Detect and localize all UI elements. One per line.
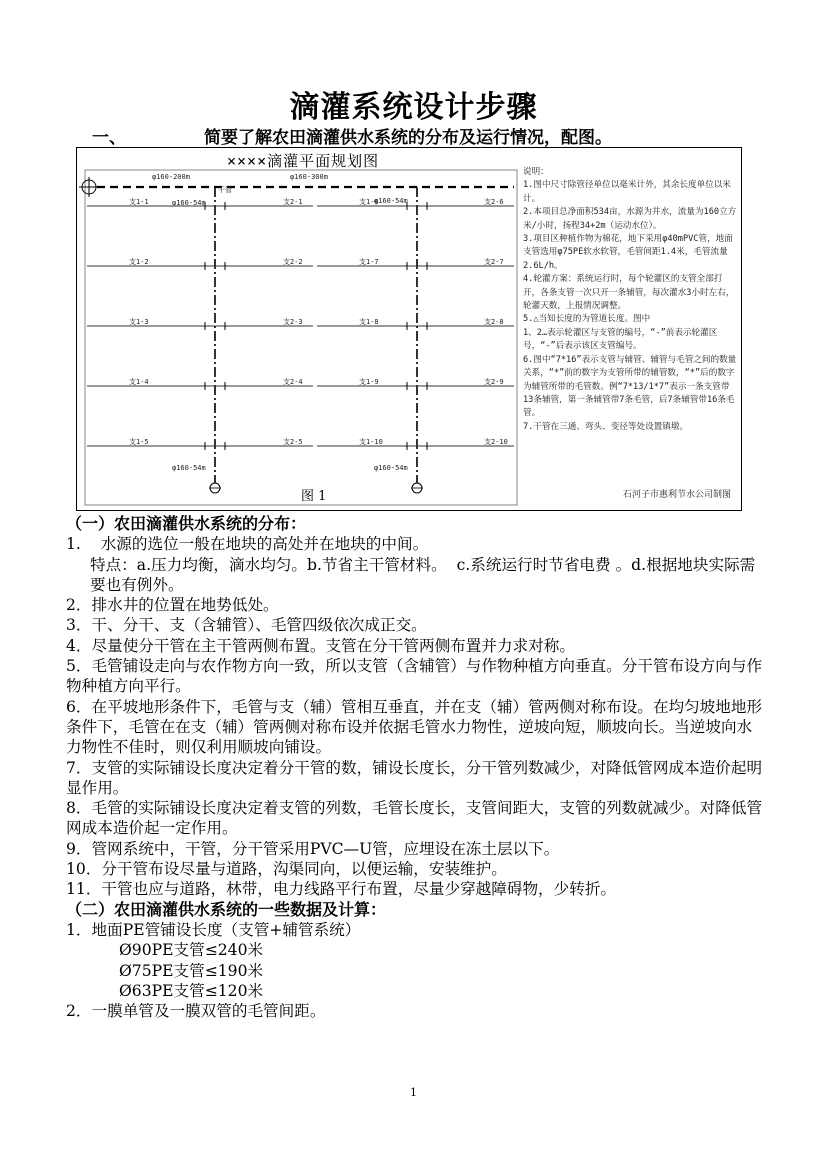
- pipe-label: φ160-54m: [172, 464, 206, 472]
- document-body: [66, 514, 766, 1021]
- irrigation-layout-figure: [76, 147, 742, 511]
- figure-note: 7.干管在三通、弯头、变径等处设置镇墩。: [523, 421, 689, 432]
- branch-label: 支1-3: [129, 318, 149, 326]
- drawing-frame: [85, 170, 517, 505]
- pipe-label: φ160-54m: [374, 464, 408, 472]
- figure-title: ××××滴灌平面规划图: [227, 152, 380, 170]
- page-number: 1: [410, 1086, 417, 1099]
- branch-label: 支2-4: [283, 378, 303, 386]
- paragraph: 10．分干管布设尽量与道路，沟渠同向，以便运输，安装维护。: [66, 860, 507, 879]
- branch-label: 支2-7: [484, 258, 504, 266]
- paragraph: Ø63PE支管≤120米: [119, 981, 264, 1000]
- paragraph: 1．地面PE管铺设长度（支管+辅管系统）: [66, 920, 361, 939]
- page-title: 滴灌系统设计步骤: [289, 90, 538, 125]
- figure-note: 1、2…表示轮灌区与支管的编号，“-”前表示轮灌区号，“-”后表示该区支管编号。: [523, 327, 718, 352]
- paragraph: 1. 水源的选位一般在地块的高处并在地块的中间。: [66, 535, 429, 554]
- paragraph: 4．尽量使分干管在主干管两侧布置。支管在分干管两侧布置并力求对称。: [66, 636, 575, 655]
- paragraph: Ø75PE支管≤190米: [119, 961, 264, 980]
- branch-label: 支1-7: [359, 258, 379, 266]
- branch-label: 支1-1: [129, 198, 149, 206]
- pipe-label: φ160-54m: [172, 199, 206, 207]
- paragraph: 11．干管也应与道路，林带，电力线路平行布置，尽量少穿越障碍物，少转折。: [66, 880, 617, 899]
- section-heading: （一）农田滴灌供水系统的分布：: [66, 514, 307, 533]
- paragraph: 8．毛管的实际铺设长度决定着支管的列数，毛管长度长，支管间距大，支管的列数就减少。对降低管网成本造价起一定作用。: [66, 799, 763, 838]
- pipe-label: φ160-200m: [152, 173, 190, 181]
- paragraph: 2．排水井的位置在地势低处。: [66, 596, 279, 615]
- figure-notes-footer: 石河子市惠利节水公司制图: [622, 489, 731, 500]
- paragraph: 6．在平坡地形条件下，毛管与支（辅）管相互垂直，并在支（辅）管两侧对称布设。在均匀坡地地形条件下，毛管在在支（辅）管两侧对称布设并依据毛管水力物性，逆坡向短，顺坡向长。当逆坡向水力物性不佳时，则仅利用顺坡向铺设。: [66, 697, 763, 757]
- paragraph: 9．管网系统中，干管，分干管采用PVC—U管，应埋设在冻土层以下。: [66, 839, 560, 858]
- paragraph: 7．支管的实际铺设长度决定着分干管的数，铺设长度长，分干管列数减少，对降低管网成本造价起明显作用。: [66, 758, 763, 797]
- branch-label: 支1-6: [359, 198, 379, 206]
- branch-label: 支2-6: [484, 198, 504, 206]
- paragraph: 特点：a.压力均衡，滴水均匀。b.节省主干管材料。 c.系统运行时节省电费 。d.根据地块实际需要也有例外。: [90, 555, 756, 594]
- figure-note: 4.轮灌方案：系统运行时，每个轮灌区的支管全部打开，各条支管一次只开一条辅管，每次灌水3小时左右，轮灌天数，上报情况调整。: [523, 274, 735, 312]
- branch-label: 支2-1: [283, 198, 303, 206]
- paragraph: 2．一膜单管及一膜双管的毛管间距。: [66, 1002, 326, 1021]
- figure-notes: [523, 166, 737, 504]
- pipe-label: 干管: [218, 186, 232, 194]
- figure-note: 3.项目区种植作物为棉花，地下采用φ40mPVC管，地面支管选用φ75PE软水软管，毛管间距1.4米，毛管流量2.6L/h。: [523, 234, 733, 271]
- branch-label: 支1-2: [129, 258, 149, 266]
- branch-label: 支2-8: [484, 318, 504, 326]
- branch-label: 支1-5: [129, 438, 149, 446]
- figure-caption: 图 1: [301, 489, 327, 504]
- branch-label: 支1-9: [359, 378, 379, 386]
- branch-label: 支2-10: [484, 438, 508, 446]
- figure-note: 说明：: [523, 167, 549, 177]
- section-heading: [92, 123, 612, 148]
- branch-label: 支1-10: [359, 438, 383, 446]
- section-heading: （二）农田滴灌供水系统的一些数据及计算：: [66, 899, 387, 919]
- branch-label: 支1-4: [129, 378, 149, 386]
- branch-label: 支2-3: [283, 318, 303, 326]
- figure-note: 5.△当知长度的为管道长度。图中: [523, 314, 651, 325]
- paragraph: 3．干、分干、支（含辅管）、毛管四级依次成正交。: [66, 616, 427, 635]
- pipe-label: φ160-54m: [374, 197, 408, 205]
- paragraph: 5．毛管铺设走向与农作物方向一致，所以支管（含辅管）与作物种植方向垂直。分干管布设方向与作物种植方向平行。: [66, 657, 763, 696]
- branch-label: 支2-2: [283, 258, 303, 266]
- section-number: 一、: [92, 128, 126, 148]
- figure-note: 1.图中尺寸除管径单位以毫米计外，其余长度单位以米计。: [523, 180, 732, 204]
- paragraph: Ø90PE支管≤240米: [119, 941, 264, 960]
- branch-label: 支2-9: [484, 378, 504, 386]
- figure-note: 2.本项目总净面积534亩，水源为井水，流量为160立方米/小时，扬程34+2m（运动水位）。: [523, 207, 737, 231]
- branch-label: 支1-8: [359, 318, 379, 326]
- branch-label: 支2-5: [283, 438, 303, 446]
- figure-note: 6.图中“7*16”表示支管与辅管、辅管与毛管之间的数量关系，“*”前的数字为支管所带的辅管数，“*”后的数字为辅管所带的毛管数。例“7*13/1*7”表示一条支管带13条辅管，第一条辅管带7条毛管，后7条辅管带16条毛管。: [523, 354, 737, 419]
- pipe-label: φ160-300m: [290, 173, 328, 181]
- section-heading-text: 简要了解农田滴灌供水系统的分布及运行情况，配图。: [204, 128, 612, 148]
